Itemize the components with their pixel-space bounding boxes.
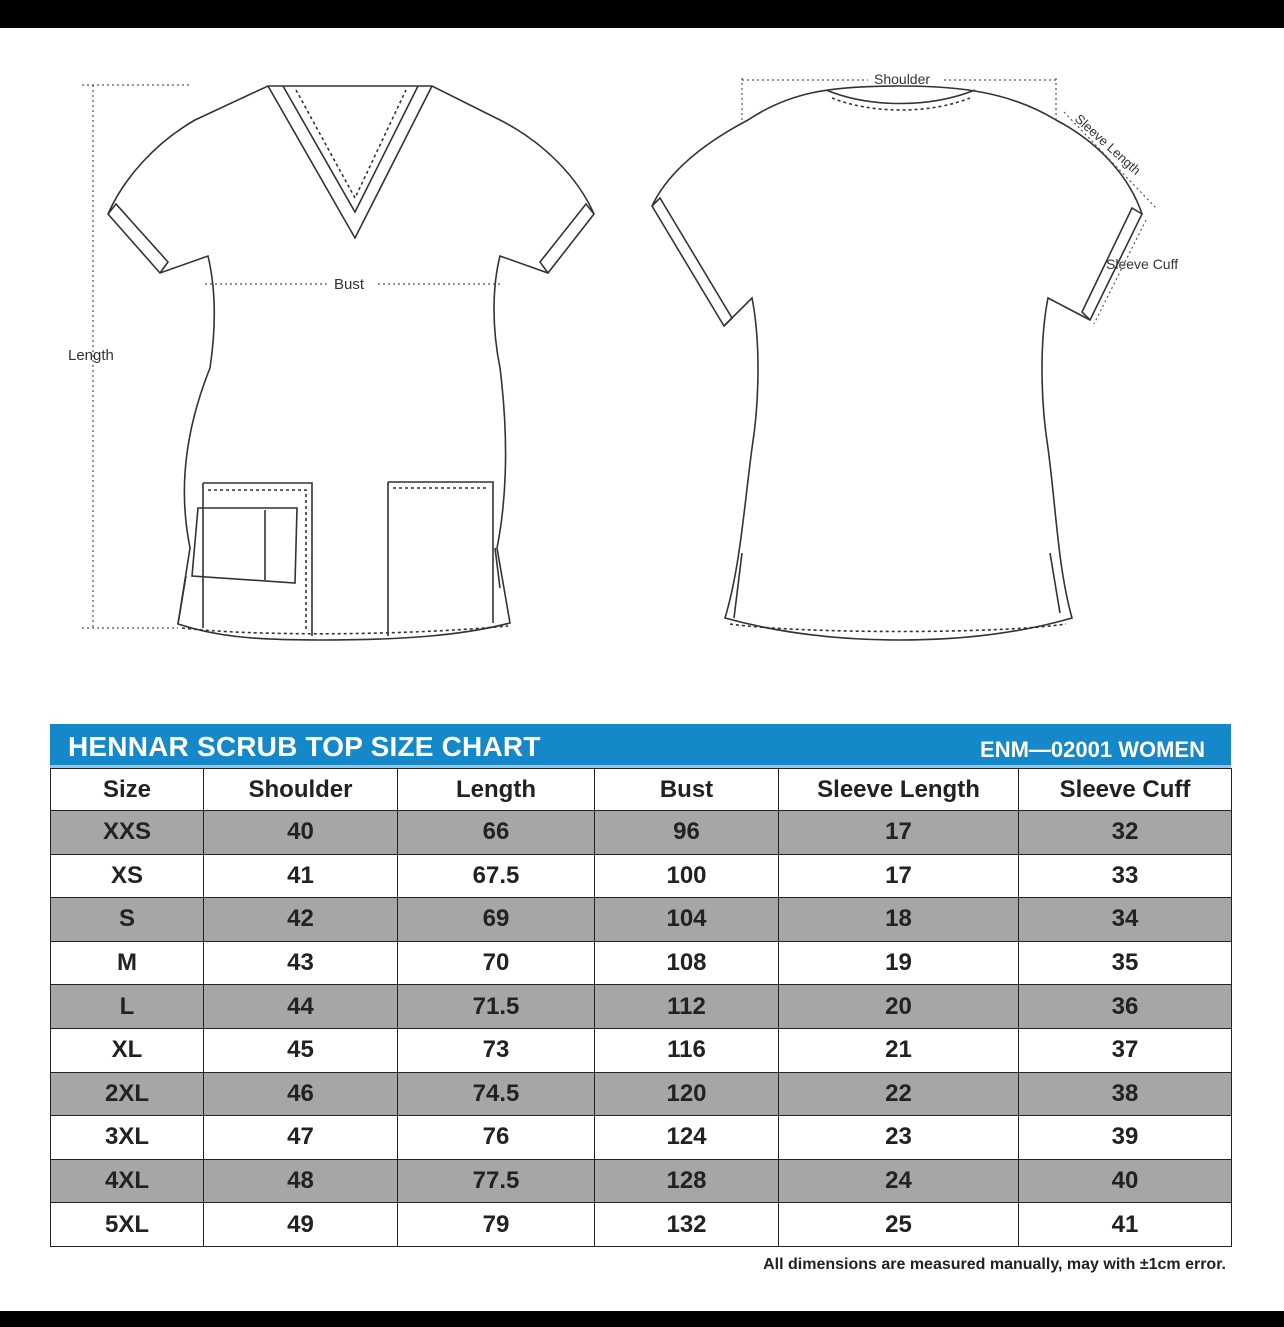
garment-diagram [0,28,1284,668]
measurement-cell: 69 [398,898,595,942]
measurement-cell: 44 [204,985,398,1029]
measurement-cell: 43 [204,941,398,985]
measurement-cell: 32 [1019,811,1232,855]
back-neck-band [826,90,975,104]
table-row [51,898,1232,942]
shoulder-label: Shoulder [874,71,931,87]
table-row [51,941,1232,985]
pen-pocket [192,508,297,583]
size-cell: M [51,941,204,985]
measurement-cell: 47 [204,1116,398,1160]
size-cell: XL [51,1028,204,1072]
length-label: Length [68,347,114,364]
size-cell: XXS [51,811,204,855]
back-body-outline [652,86,1142,640]
measurement-cell: 120 [595,1072,779,1116]
table-row [51,811,1232,855]
measurement-cell: 108 [595,941,779,985]
size-table [50,768,1232,1247]
measurement-cell: 25 [779,1203,1019,1247]
front-side-vent-left [178,576,186,624]
measurement-cell: 71.5 [398,985,595,1029]
measurement-cell: 24 [779,1159,1019,1203]
top-black-bar [0,0,1284,28]
bottom-black-bar [0,1311,1284,1327]
column-header: Bust [595,769,779,811]
back-side-vent-right [1050,553,1060,613]
measurement-cell: 35 [1019,941,1232,985]
measurement-cell: 74.5 [398,1072,595,1116]
measurement-cell: 23 [779,1116,1019,1160]
sleeve-length-label: Sleeve Length [1071,111,1144,178]
measurement-cell: 76 [398,1116,595,1160]
measurement-cell: 20 [779,985,1019,1029]
measurement-cell: 66 [398,811,595,855]
column-header: Sleeve Cuff [1019,769,1232,811]
measurement-cell: 132 [595,1203,779,1247]
measurement-cell: 41 [1019,1203,1232,1247]
measurement-cell: 73 [398,1028,595,1072]
sleeve-cuff-label: Sleeve Cuff [1106,256,1179,272]
measurement-cell: 112 [595,985,779,1029]
table-header-row [51,769,1232,811]
table-row [51,1159,1232,1203]
measurement-cell: 116 [595,1028,779,1072]
size-cell: 4XL [51,1159,204,1203]
table-row [51,854,1232,898]
left-pocket-stitch [208,490,306,632]
size-chart-title: HENNAR SCRUB TOP SIZE CHART [68,731,541,762]
measurement-cell: 41 [204,854,398,898]
measurement-note: All dimensions are measured manually, may with ±1cm error. [763,1256,1226,1273]
measurement-cell: 17 [779,811,1019,855]
measurement-cell: 18 [779,898,1019,942]
measurement-cell: 39 [1019,1116,1232,1160]
size-chart-header [50,724,1231,768]
size-cell: 5XL [51,1203,204,1247]
table-row [51,985,1232,1029]
measurement-cell: 45 [204,1028,398,1072]
bust-label: Bust [334,276,365,293]
measurement-cell: 77.5 [398,1159,595,1203]
measurement-cell: 33 [1019,854,1232,898]
product-code: ENM—02001 WOMEN [980,737,1205,762]
measurement-cell: 34 [1019,898,1232,942]
column-header: Sleeve Length [779,769,1019,811]
table-row [51,1203,1232,1247]
size-cell: L [51,985,204,1029]
measurement-cell: 37 [1019,1028,1232,1072]
measurement-cell: 22 [779,1072,1019,1116]
measurement-cell: 38 [1019,1072,1232,1116]
back-left-cuff [652,198,732,326]
measurement-cell: 70 [398,941,595,985]
measurement-cell: 128 [595,1159,779,1203]
front-left-sleeve-cuff [108,204,168,273]
front-body-outline [108,86,594,640]
table-body [51,811,1232,1247]
measurement-cell: 49 [204,1203,398,1247]
measurement-cell: 40 [1019,1159,1232,1203]
size-cell: 3XL [51,1116,204,1160]
measurement-cell: 36 [1019,985,1232,1029]
column-header: Length [398,769,595,811]
measurement-cell: 19 [779,941,1019,985]
measurement-cell: 48 [204,1159,398,1203]
measurement-cell: 124 [595,1116,779,1160]
right-pocket [388,482,493,636]
measurement-cell: 21 [779,1028,1019,1072]
measurement-cell: 96 [595,811,779,855]
measurement-cell: 104 [595,898,779,942]
measurement-cell: 46 [204,1072,398,1116]
measurement-cell: 100 [595,854,779,898]
measurement-cell: 42 [204,898,398,942]
table-row [51,1116,1232,1160]
scrub-top-illustration [0,28,1284,668]
measurement-cell: 79 [398,1203,595,1247]
front-right-sleeve-cuff [540,204,594,273]
size-chart [50,724,1231,1247]
column-header: Size [51,769,204,811]
size-cell: XS [51,854,204,898]
table-row [51,1072,1232,1116]
measurement-cell: 40 [204,811,398,855]
size-cell: 2XL [51,1072,204,1116]
column-header: Shoulder [204,769,398,811]
table-row [51,1028,1232,1072]
size-cell: S [51,898,204,942]
measurement-cell: 17 [779,854,1019,898]
measurement-cell: 67.5 [398,854,595,898]
